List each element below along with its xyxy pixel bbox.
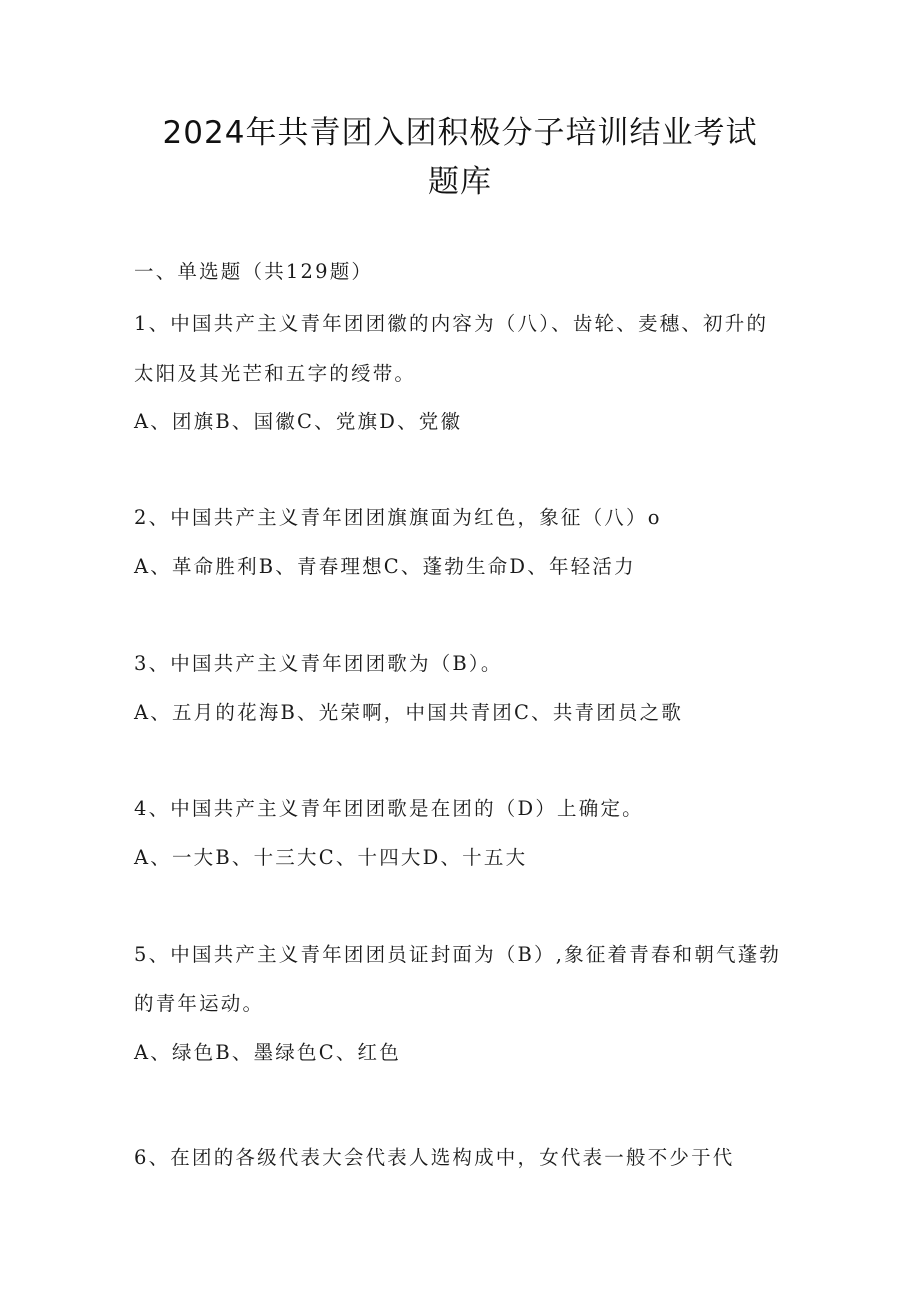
question-6-text-line-1: 6、在团的各级代表大会代表人选构成中，女代表一般不少于代 xyxy=(134,1146,735,1169)
document-title-line-1: 2024年共青团入团积极分子培训结业考试 xyxy=(162,115,758,151)
question-4-options: A、一大B、十三大C、十四大D、十五大 xyxy=(134,846,528,869)
document-title-line-2: 题库 xyxy=(428,164,492,200)
question-2-text-line-1: 2、中国共产主义青年团团旗旗面为红色，象征（八）o xyxy=(134,506,662,529)
question-1-text-line-1: 1、中国共产主义青年团团徽的内容为（八）、齿轮、麦穗、初升的 xyxy=(134,312,769,335)
question-4-text-line-1: 4、中国共产主义青年团团歌是在团的（D）上确定。 xyxy=(134,797,644,820)
question-5-options: A、绿色B、墨绿色C、红色 xyxy=(134,1041,401,1064)
question-5-text-line-1: 5、中国共产主义青年团团员证封面为（B）,象征着青春和朝气蓬勃 xyxy=(134,943,782,966)
question-3-options: A、五月的花海B、光荣啊，中国共青团C、共青团员之歌 xyxy=(134,701,684,724)
question-3-text-line-1: 3、中国共产主义青年团团歌为（B）。 xyxy=(134,652,503,675)
question-5-text-line-2: 的青年运动。 xyxy=(134,992,265,1015)
section-heading: 一、单选题（共129题） xyxy=(134,260,374,283)
question-1-options: A、团旗B、国徽C、党旗D、党徽 xyxy=(134,410,463,433)
question-1-text-line-2: 太阳及其光芒和五字的绶带。 xyxy=(134,362,417,385)
question-2-options: A、革命胜利B、青春理想C、蓬勃生命D、年轻活力 xyxy=(134,555,636,578)
